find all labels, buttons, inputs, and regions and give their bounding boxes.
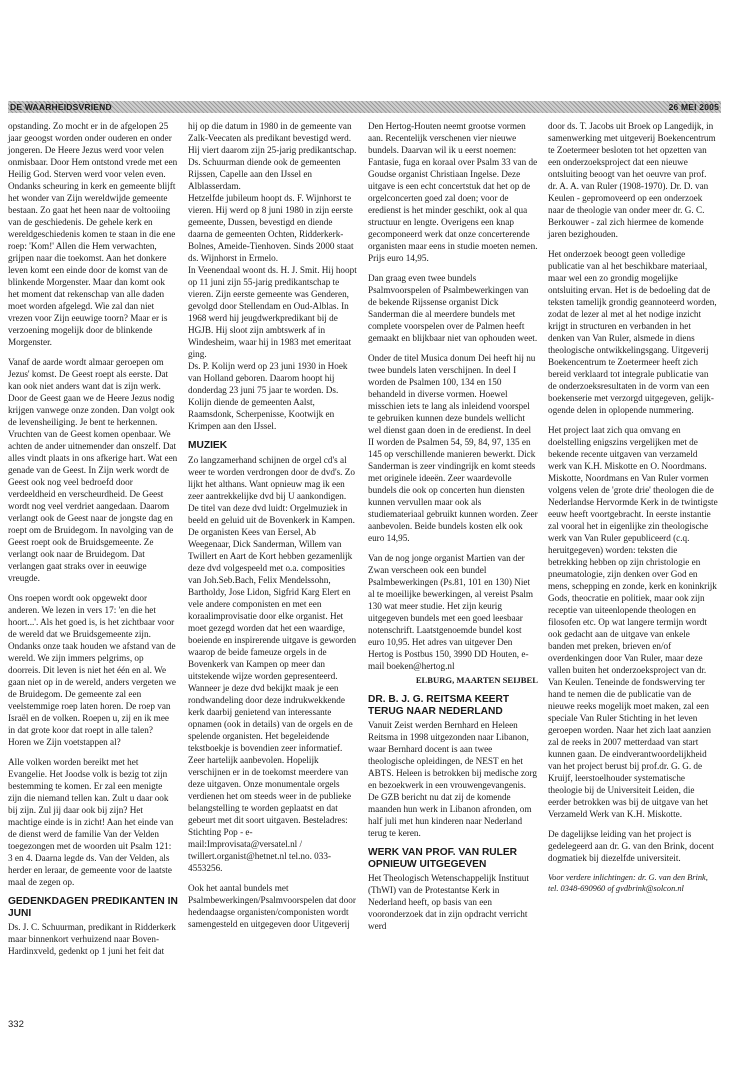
paragraph: door ds. T. Jacobs uit Broek op Langedijk, in samenwerking met uitgeverij Boekencentrum te Zoetermeer besloten tot het opzetten van een onderzoeksproject dat een nieuwe ontsluiting beoogt van het oeuvre van prof. dr. A. A. van Ruler (1908-1970). Dr. D. van Keulen - gepromoveerd op een onderzoek naar de theologie van onder meer dr. G. C. Berkouwer - zal zich hiermee de komende jaren bezighouden.: [548, 121, 716, 239]
page-number: 332: [8, 1019, 24, 1030]
running-header: [8, 101, 721, 113]
paragraph: Dan graag even twee bundels Psalmvoorspelen of Psalmbewerkingen van de bekende Rijssense organist Dick Sanderman die al meerdere bundels met complete voorspelen over de Palmen heeft gemaakt en blijkbaar niet van ophouden weet.: [368, 273, 538, 343]
column-3: [368, 120, 538, 932]
publication-name: DE WAARHEIDSVRIEND: [10, 102, 112, 112]
paragraph: Het onderzoek beoogt geen volledige publicatie van al het beschikbare materiaal, maar wel een zo grondig mogelijke ontsluiting ervan. Het is de bedoeling dat de teksten tamelijk grondig geannoteerd worden, zodat de lezer al met al het nodige inzicht krijgt in structuren en verbanden in het denken van Van Ruler, alsmede in diens theologische ontwikkelingsgang. Uitgeverij Boekencentrum te Zoetermeer heeft zich bereid verklaard tot integrale publicatie van de onderzoeksresultaten in de vorm van een boekenserie met verzorgd uitgegeven, gelijk-ogende delen in oplopende nummering.: [548, 249, 717, 415]
contact-note: Voor verdere inlichtingen: dr. G. van den Brink, tel. 0348-690960 of gvdbrink@solcon.nl: [548, 873, 708, 893]
paragraph: Zo langzamerhand schijnen de orgel cd's al weer te worden verdrongen door de dvd's. Zo lijkt het althans. Want opnieuw mag ik een zeer aantrekkelijke dvd bij U aankondigen. De titel van deze dvd luidt: Orgelmuziek in beeld en geluid uit de Bovenkerk in Kampen. De organisten Kees van Eersel, Ab Weegenaar, Dick Sanderman, Willem van Twillert en Aart de Kort hebben gezamenlijk deze dvd volgespeeld met o.a. composities van Joh.Seb.Bach, Felix Mendelssohn, Bartholdy, Jose Lidon, Sigfrid Karg Elert en vele andere componisten en met een koraalimprovisatie door elke organist. Het moet gezegd worden dat het een waardige, boeiende en inspirerende uitgave is geworden waarop de beide fameuze orgels in de Bovenkerk van Kampen op meer dan uitstekende wijze worden gepresenteerd. Wanneer je deze dvd bekijkt maak je een rondwandeling door deze indrukwekkende kerk daarbij genietend van interessante opnamen (ook in details) van de orgels en de spelende organisten. Het begeleidende tekstboekje is bovendien zeer informatief. Zeer hartelijk aanbevolen. Hopelijk verschijnen er in de toekomst meerdere van deze uitgaven. Onze monumentale orgels verdienen het om steeds weer in de publieke belangstelling te worden geplaatst en dat gebeurt met dit soort uitgaven. Besteladres: Stichting Pop - e-mail:Improvisata@versatel.nl / twillert.organist@hetnet.nl tel.no. 033-4553256.: [188, 454, 357, 873]
paragraph: Ook het aantal bundels met Psalmbewerkingen/Psalmvoorspelen dat door hedendaagse organisten/componisten wordt samengesteld en uitgegeven door Uitgeverij: [188, 882, 356, 929]
column-2: [188, 120, 358, 930]
section-heading: DR. B. J. G. REITSMA KEERT TERUG NAAR NEDERLAND: [368, 694, 510, 717]
paragraph: Ds. J. C. Schuurman, predikant in Ridderkerk maar binnenkort verhuizend naar Boven-Hardinxveld, gedenkt op 1 juni het feit dat: [8, 922, 176, 956]
paragraph: Van de nog jonge organist Martien van der Zwan verscheen ook een bundel Psalmbewerkingen (Ps.81, 101 en 130) Niet al te moeilijke bewerkingen, al vereist Psalm 130 wat meer studie. Het zijn keurig uitgegeven bundels met een goed leesbaar notenschrift. Laatstgenoemde bundel kost euro 10,95. Het adres van uitgever Den Hertog is Postbus 150, 3990 DD Houten, e-mail boeken@hertog.nl: [368, 553, 534, 671]
section-heading: MUZIEK: [188, 440, 228, 451]
paragraph: Het project laat zich qua omvang en doelstelling enigszins vergelijken met de bekende recente uitgaven van verzameld werk van K.H. Miskotte en O. Noordmans. Miskotte, Noordmans en Van Ruler vormen volgens velen de 'grote drie' theologen die de Nederlandse Hervormde Kerk in de twintigste eeuw heeft voortgebracht. In eerste instantie zal vooral het in eigenlijke zin theologische werk van Van Ruler gepubliceerd (c.q. heruitgegeven) worden: teksten die betrekking hebben op zijn christologie en pneumatologie, zijn denken over God en mens, schepping en zonde, kerk en koninkrijk Gods, theocratie en politiek, maar ook zijn receptie van uiteenlopende theologen en filosofen etc. Op wat langere termijn wordt ook gedacht aan de uitgave van enkele banden met preken, brieven en/of overdenkingen door Van Ruler, maar deze vallen buiten het onderzoeksproject van dr. Van Keulen. Teneinde de fondswerving ter hand te nemen die de publicatie van de nieuwe reeks mogelijk moet maken, zal een speciale Van Ruler Stichting in het leven geroepen worden. Naar het zich laat aanzien zal de reeks in 2007 metterdaad van start kunnen gaan. De eindverantwoordelijkheid van het project berust bij prof.dr. G. G. de Kruijf, leerstoelhouder systematische theologie bij de Universiteit Leiden, die eerder betrokken was bij de uitgave van het Verzameld Werk van K.H. Miskotte.: [548, 425, 718, 819]
paragraph: hij op die datum in 1980 in de gemeente van Zalk-Veecaten als predikant bevestigd werd. Hij viert daarom zijn 25-jarig predikantschap. Ds. Schuurman diende ook de gemeenten Rijssen, Capelle aan den IJssel en Alblasserdam.: [188, 121, 357, 191]
paragraph: Ons roepen wordt ook opgewekt door anderen. We lezen in vers 17: 'en die het hoort...'. Als het goed is, is het zichtbaar voor de wereld dat we Bruidsgemeente zijn. Ondanks onze taak houden we afstand van de wereld. We zijn immers pelgrims, op doorreis. Dit leven is niet het één en al. We gaan niet op in de wereld, anders vergeten we de Bruidegom. De gemeente zal een veelstemmige roep laten horen. De roep van Israël en de volken. Roepen u, zij en ik mee in dat grote koor dat roept in alle talen? Horen we Zijn voetstappen al?: [8, 593, 176, 747]
paragraph: De dagelijkse leiding van het project is gedelegeerd aan dr. G. van den Brink, docent dogmatiek bij diezelfde universiteit.: [548, 829, 714, 863]
paragraph: Den Hertog-Houten neemt grootse vormen aan. Recentelijk verschenen vier nieuwe bundels. Daarvan wil ik u eerst noemen: Fantasie, fuga en koraal over Psalm 33 van de Goudse organist Christiaan Ingelse. Deze uitgave is een echt concertstuk dat het op de orgelconcerten goed zal doen; voor de eredienst is het minder geschikt, ook al qua structuur en lengte. Overigens een knap gecomponeerd werk dat onze concerterende organisten maar eens in studie moeten nemen. Prijs euro 14,95.: [368, 121, 538, 263]
column-1: [8, 120, 178, 957]
paragraph: In Veenendaal woont ds. H. J. Smit. Hij hoopt op 11 juni zijn 55-jarig predikantschap te vieren. Zijn eerste gemeente was Genderen, gevolgd door Stellendam en Oud-Alblas. In 1968 werd hij jeugdwerkpredikant bij de HGJB. Hij sloot zijn ambtswerk af in Windesheim, waar hij in 1983 met emeritaat ging.: [188, 265, 357, 359]
paragraph: Alle volken worden bereikt met het Evangelie. Het Joodse volk is bezig tot zijn bestemming te komen. Er zal een menigte zijn die niemand tellen kan. Zult u daar ook bij zijn. Zul jij daar ook bij zijn? Het machtige einde is in zicht! Aan het einde van de dienst werd de familie Van der Velden toegezongen met de woorden uit Psalm 121: 3 en 4. Daarna legde ds. Van der Velden, als herder en leraar, de gemeente voor de laatste maal de zegen op.: [8, 757, 174, 887]
paragraph: Het Theologisch Wetenschappelijk Instituut (ThWI) van de Protestantse Kerk in Nederland heeft, op basis van een vooronderzoek dat in zijn opdracht verricht werd: [368, 873, 529, 931]
section-heading: WERK VAN PROF. VAN RULER OPNIEUW UITGEGEVEN: [368, 847, 518, 870]
paragraph: Vanaf de aarde wordt almaar geroepen om Jezus' komst. De Geest roept als eerste. Dat kan ook niet anders want dat is zijn werk. Door de Geest gaan we de Heere Jezus nodig krijgen vanwege onze zonden. Dan volgt ook de levensheiliging. Je bent te herkennen. Vruchten van de Geest komen openbaar. We achten de ander uitnemender dan onszelf. Dat alles vindt plaats in ons afkerige hart. Wat een genade van de Geest. In Zijn werk wordt de Geest ook nog veel bedroefd door verdeeldheid en verscheurdheid. De Geest wordt nog veel verdriet aangedaan. Daarom verlangt ook de Geest naar de jongste dag en roept om de Bruidegom. In navolging van de Geest roept ook de Bruidsgemeente. Ze verlangt ook naar de Bruidegom. Dat verlangen gaat straks over in eeuwige vreugde.: [8, 357, 178, 583]
paragraph: Onder de titel Musica donum Dei heeft hij nu twee bundels laten verschijnen. In deel I worden de Psalmen 100, 134 en 150 behandeld in diverse vormen. Hoewel misschien iets te lang als inleidend voorspel te gebruiken kunnen deze bundels wellicht wel dienst gaan doen in de eredienst. In deel II worden de Psalmen 54, 59, 84, 97, 135 en 145 op verschillende manieren bewerkt. Dick Sanderman is zeer vindingrijk en komt steeds met originele ideeën. Zeer waardevolle bundels die ook op concerten hun diensten kunnen vervullen maar ook als studiemateriaal gebruikt kunnen worden. Zeer aanbevolen. Beide bundels kosten elk ook euro 14,95.: [368, 353, 538, 543]
column-4: [548, 120, 718, 902]
paragraph: opstanding. Zo mocht er in de afgelopen 25 jaar geoogst worden onder ouderen en onder jongeren. De Heere Jezus werd voor velen onmisbaar. Door Hem ontstond vrede met een Heilig God. Sterven werd voor velen even. Ondanks scheuring in kerk en gemeente blijft het wonder van Zijn wereldwijde gemeente bestaan. Zo gaat het heen naar de voltooiing van de geschiedenis. De gehele kerk en wereldgeschiedenis komen te staan in die ene roep: 'Kom!' Allen die Hem verwachten, grijpen naar die toekomst. Aan het donkere leven komt een einde door de komst van de blinkende Morgenster. Maar dan komt ook het moment dat rekenschap van alle daden moet worden afgelegd. Wie zal dan niet vrezen voor Zijn eeuwige toorn? Maar er is verzoening mogelijk door de blinkende Morgenster.: [8, 121, 178, 347]
section-heading: GEDENKDAGEN PREDIKANTEN IN JUNI: [8, 896, 178, 919]
paragraph: Hetzelfde jubileum hoopt ds. F. Wijnhorst te vieren. Hij werd op 8 juni 1980 in zijn eerste gemeente, Dussen, bevestigd en diende daarna de gemeenten Ochten, Ridderkerk-Bolnes, Ameide-Tienhoven. Sinds 2000 staat ds. Wijnhorst in Ermelo.: [188, 193, 354, 263]
paragraph: Ds. P. Kolijn werd op 23 juni 1930 in Hoek van Holland geboren. Daarom hoopt hij donderdag 23 juni 75 jaar te worden. Ds. Kolijn diende de gemeenten Aalst, Raamsdonk, Scherpenisse, Kootwijk en Krimpen aan den IJssel.: [188, 361, 348, 431]
issue-date: 26 MEI 2005: [668, 102, 719, 112]
author-signature: ELBURG, MAARTEN SEIJBEL: [415, 675, 538, 685]
paragraph: Vanuit Zeist werden Bernhard en Heleen Reitsma in 1998 uitgezonden naar Libanon, waar Bernhard docent is aan twee theologische opleidingen, de NEST en het ABTS. Heleen is betrokken bij medische zorg en bezoekwerk in een vrouwengevangenis. De GZB bericht nu dat zij de komende maanden hun werk in Libanon afronden, om half juli met hun kinderen naar Nederland terug te keren.: [368, 720, 537, 838]
